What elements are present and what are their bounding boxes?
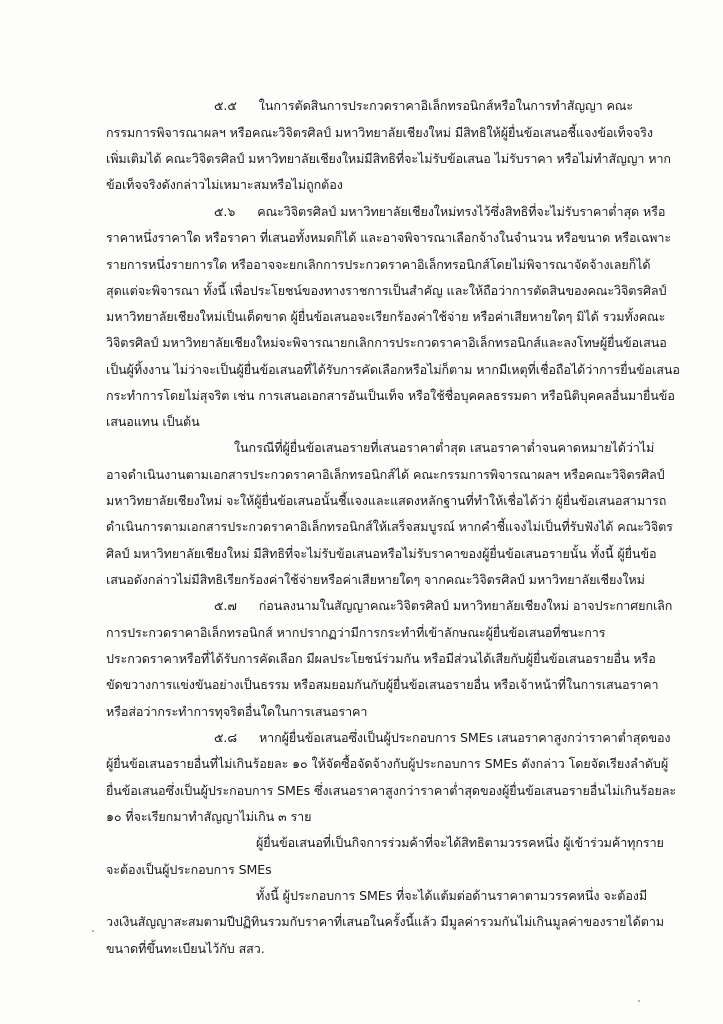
clause-number: ๕.๘ xyxy=(214,730,237,745)
text-line: หรือส่อว่ากระทำการทุจริตอื่นใดในการเสนอราคา xyxy=(106,704,368,719)
text-line: ศิลป์ มหาวิทยาลัยเชียงใหม่ มีสิทธิที่จะไม่รับข้อเสนอหรือไม่รับราคาของผู้ยื่นข้อเสนอรายนั้น ทั้งนี้ ผู้ยื่นข้อ xyxy=(106,546,657,561)
line-text: ก่อนลงนามในสัญญาคณะวิจิตรศิลป์ มหาวิทยาลัยเชียงใหม่ อาจประกาศยกเลิก xyxy=(258,598,673,613)
clause-5-6-first-line xyxy=(214,204,665,220)
text-line: มหาวิทยาลัยเชียงใหม่เป็นเด็ดขาด ผู้ยื่นข้อเสนอจะเรียกร้องค่าใช้จ่าย หรือค่าเสียหายใดๆ มิได้ รวมทั้งคณะ xyxy=(106,309,666,324)
text-line: ประกวดราคาหรือที่ได้รับการคัดเลือก มีผลประโยชน์ร่วมกัน หรือมีส่วนได้เสียกับผู้ยื่นข้อเสนอรายอื่น หรือ xyxy=(106,651,656,666)
text-line: เป็นผู้ทิ้งงาน ไม่ว่าจะเป็นผู้ยื่นข้อเสนอที่ได้รับการคัดเลือกหรือไม่ก็ตาม หากมีเหตุที่เชื่อถือได้ว่าการยื่นข้อเสนอ xyxy=(106,362,680,377)
scan-speck xyxy=(92,930,94,932)
paragraph-first-line: ทั้งนี้ ผู้ประกอบการ SMEs ที่จะได้แต้มต่อด้านราคาตามวรรคหนึ่ง จะต้องมี xyxy=(256,888,648,903)
text-line: กระทำการโดยไม่สุจริต เช่น การเสนอเอกสารอันเป็นเท็จ หรือใช้ชื่อบุคคลธรรมดา หรือนิติบุคคลอื่นมายื่นข้อ xyxy=(106,388,675,403)
line-text: หากผู้ยื่นข้อเสนอซึ่งเป็นผู้ประกอบการ SMEs เสนอราคาสูงกว่าราคาต่ำสุดของ xyxy=(258,730,671,745)
text-line: สุดแต่จะพิจารณา ทั้งนี้ เพื่อประโยชน์ของทางราชการเป็นสำคัญ และให้ถือว่าการตัดสินของคณะวิจิตรศิลป์ xyxy=(106,283,667,298)
line-text: ในการตัดสินการประกวดราคาอิเล็กทรอนิกส์หรือในการทำสัญญา คณะ xyxy=(258,98,634,113)
clause-5-5-first-line xyxy=(214,98,633,114)
text-line: รายการหนึ่งรายการใด หรืออาจจะยกเลิกการประกวดราคาอิเล็กทรอนิกส์โดยไม่พิจารณาจัดจ้างเลยก็ได้ xyxy=(106,257,651,272)
text-line: วิจิตรศิลป์ มหาวิทยาลัยเชียงใหม่จะพิจารณายกเลิกการประกวดราคาอิเล็กทรอนิกส์และลงโทษผู้ยื่นข้อเสนอ xyxy=(106,335,667,350)
text-line: ขนาดที่ขึ้นทะเบียนไว้กับ สสว. xyxy=(106,941,265,956)
paragraph-first-line: ผู้ยื่นข้อเสนอที่เป็นกิจการร่วมค้าที่จะได้สิทธิตามวรรคหนึ่ง ผู้เข้าร่วมค้าทุกราย xyxy=(256,835,664,850)
text-line: เพิ่มเติมได้ คณะวิจิตรศิลป์ มหาวิทยาลัยเชียงใหม่มีสิทธิที่จะไม่รับข้อเสนอ ไม่รับราคา หรือไม่ทำสัญญา หาก xyxy=(106,151,671,166)
text-line: การประกวดราคาอิเล็กทรอนิกส์ หากปรากฏว่ามีการกระทำที่เข้าลักษณะผู้ยื่นข้อเสนอที่ชนะการ xyxy=(106,625,606,640)
clause-5-8-first-line xyxy=(214,730,670,746)
text-line: กรรมการพิจารณาผลฯ หรือคณะวิจิตรศิลป์ มหาวิทยาลัยเชียงใหม่ มีสิทธิให้ผู้ยื่นข้อเสนอชี้แจงข้อเท็จจริง xyxy=(106,125,653,140)
line-text: คณะวิจิตรศิลป์ มหาวิทยาลัยเชียงใหม่ทรงไว้ซึ่งสิทธิที่จะไม่รับราคาต่ำสุด หรือ xyxy=(257,204,666,219)
text-line: จะต้องเป็นผู้ประกอบการ SMEs xyxy=(106,862,272,877)
text-line: อาจดำเนินงานตามเอกสารประกวดราคาอิเล็กทรอนิกส์ได้ คณะกรรมการพิจารณาผลฯ หรือคณะวิจิตรศิลป์ xyxy=(106,467,665,482)
clause-number: ๕.๗ xyxy=(214,598,237,613)
text-line: มหาวิทยาลัยเชียงใหม่ จะให้ผู้ยื่นข้อเสนอนั้นชี้แจงและแสดงหลักฐานที่ทำให้เชื่อได้ว่า ผู้ยื่นข้อเสนอสามารถ xyxy=(106,493,667,508)
paragraph-first-line: ในกรณีที่ผู้ยื่นข้อเสนอรายที่เสนอราคาต่ำสุด เสนอราคาต่ำจนคาดหมายได้ว่าไม่ xyxy=(234,440,655,455)
clause-number: ๕.๖ xyxy=(214,204,236,219)
text-line: ผู้ยื่นข้อเสนอรายอื่นที่ไม่เกินร้อยละ ๑๐ ให้จัดซื้อจัดจ้างกับผู้ประกอบการ SMEs ดังกล่าว โดยจัดเรียงลำดับผู้ xyxy=(106,756,669,771)
text-line: ข้อเท็จจริงดังกล่าวไม่เหมาะสมหรือไม่ถูกต้อง xyxy=(106,177,343,192)
text-line: เสนอดังกล่าวไม่มีสิทธิเรียกร้องค่าใช้จ่ายหรือค่าเสียหายใดๆ จากคณะวิจิตรศิลป์ มหาวิทยาลัยเชียงใหม่ xyxy=(106,572,645,587)
clause-5-7-first-line xyxy=(214,598,672,614)
scan-speck xyxy=(638,1000,640,1002)
text-line: ขัดขวางการแข่งขันอย่างเป็นธรรม หรือสมยอมกันกับผู้ยื่นข้อเสนอรายอื่น หรือเจ้าหน้าที่ในการเสนอราคา xyxy=(106,677,659,692)
text-line: ๑๐ ที่จะเรียกมาทำสัญญาไม่เกิน ๓ ราย xyxy=(106,809,312,824)
text-line: ยื่นข้อเสนอซึ่งเป็นผู้ประกอบการ SMEs ซึ่งเสนอราคาสูงกว่าราคาต่ำสุดของผู้ยื่นข้อเสนอรายอื่นไม่เกินร้อยละ xyxy=(106,783,677,798)
clause-number: ๕.๕ xyxy=(214,98,237,113)
text-line: ราคาหนึ่งราคาใด หรือราคา ที่เสนอทั้งหมดก็ได้ และอาจพิจารณาเลือกจ้างในจำนวน หรือขนาด หรือเฉพาะ xyxy=(106,230,672,245)
text-line: เสนอแทน เป็นต้น xyxy=(106,414,200,429)
text-line: วงเงินสัญญาสะสมตามปีปฏิทินรวมกับราคาที่เสนอในครั้งนี้แล้ว มีมูลค่ารวมกันไม่เกินมูลค่าของรายได้ตาม xyxy=(106,914,664,929)
text-line: ดำเนินการตามเอกสารประกวดราคาอิเล็กทรอนิกส์ให้เสร็จสมบูรณ์ หากคำชี้แจงไม่เป็นที่รับฟังได้ คณะวิจิตร xyxy=(106,519,673,534)
